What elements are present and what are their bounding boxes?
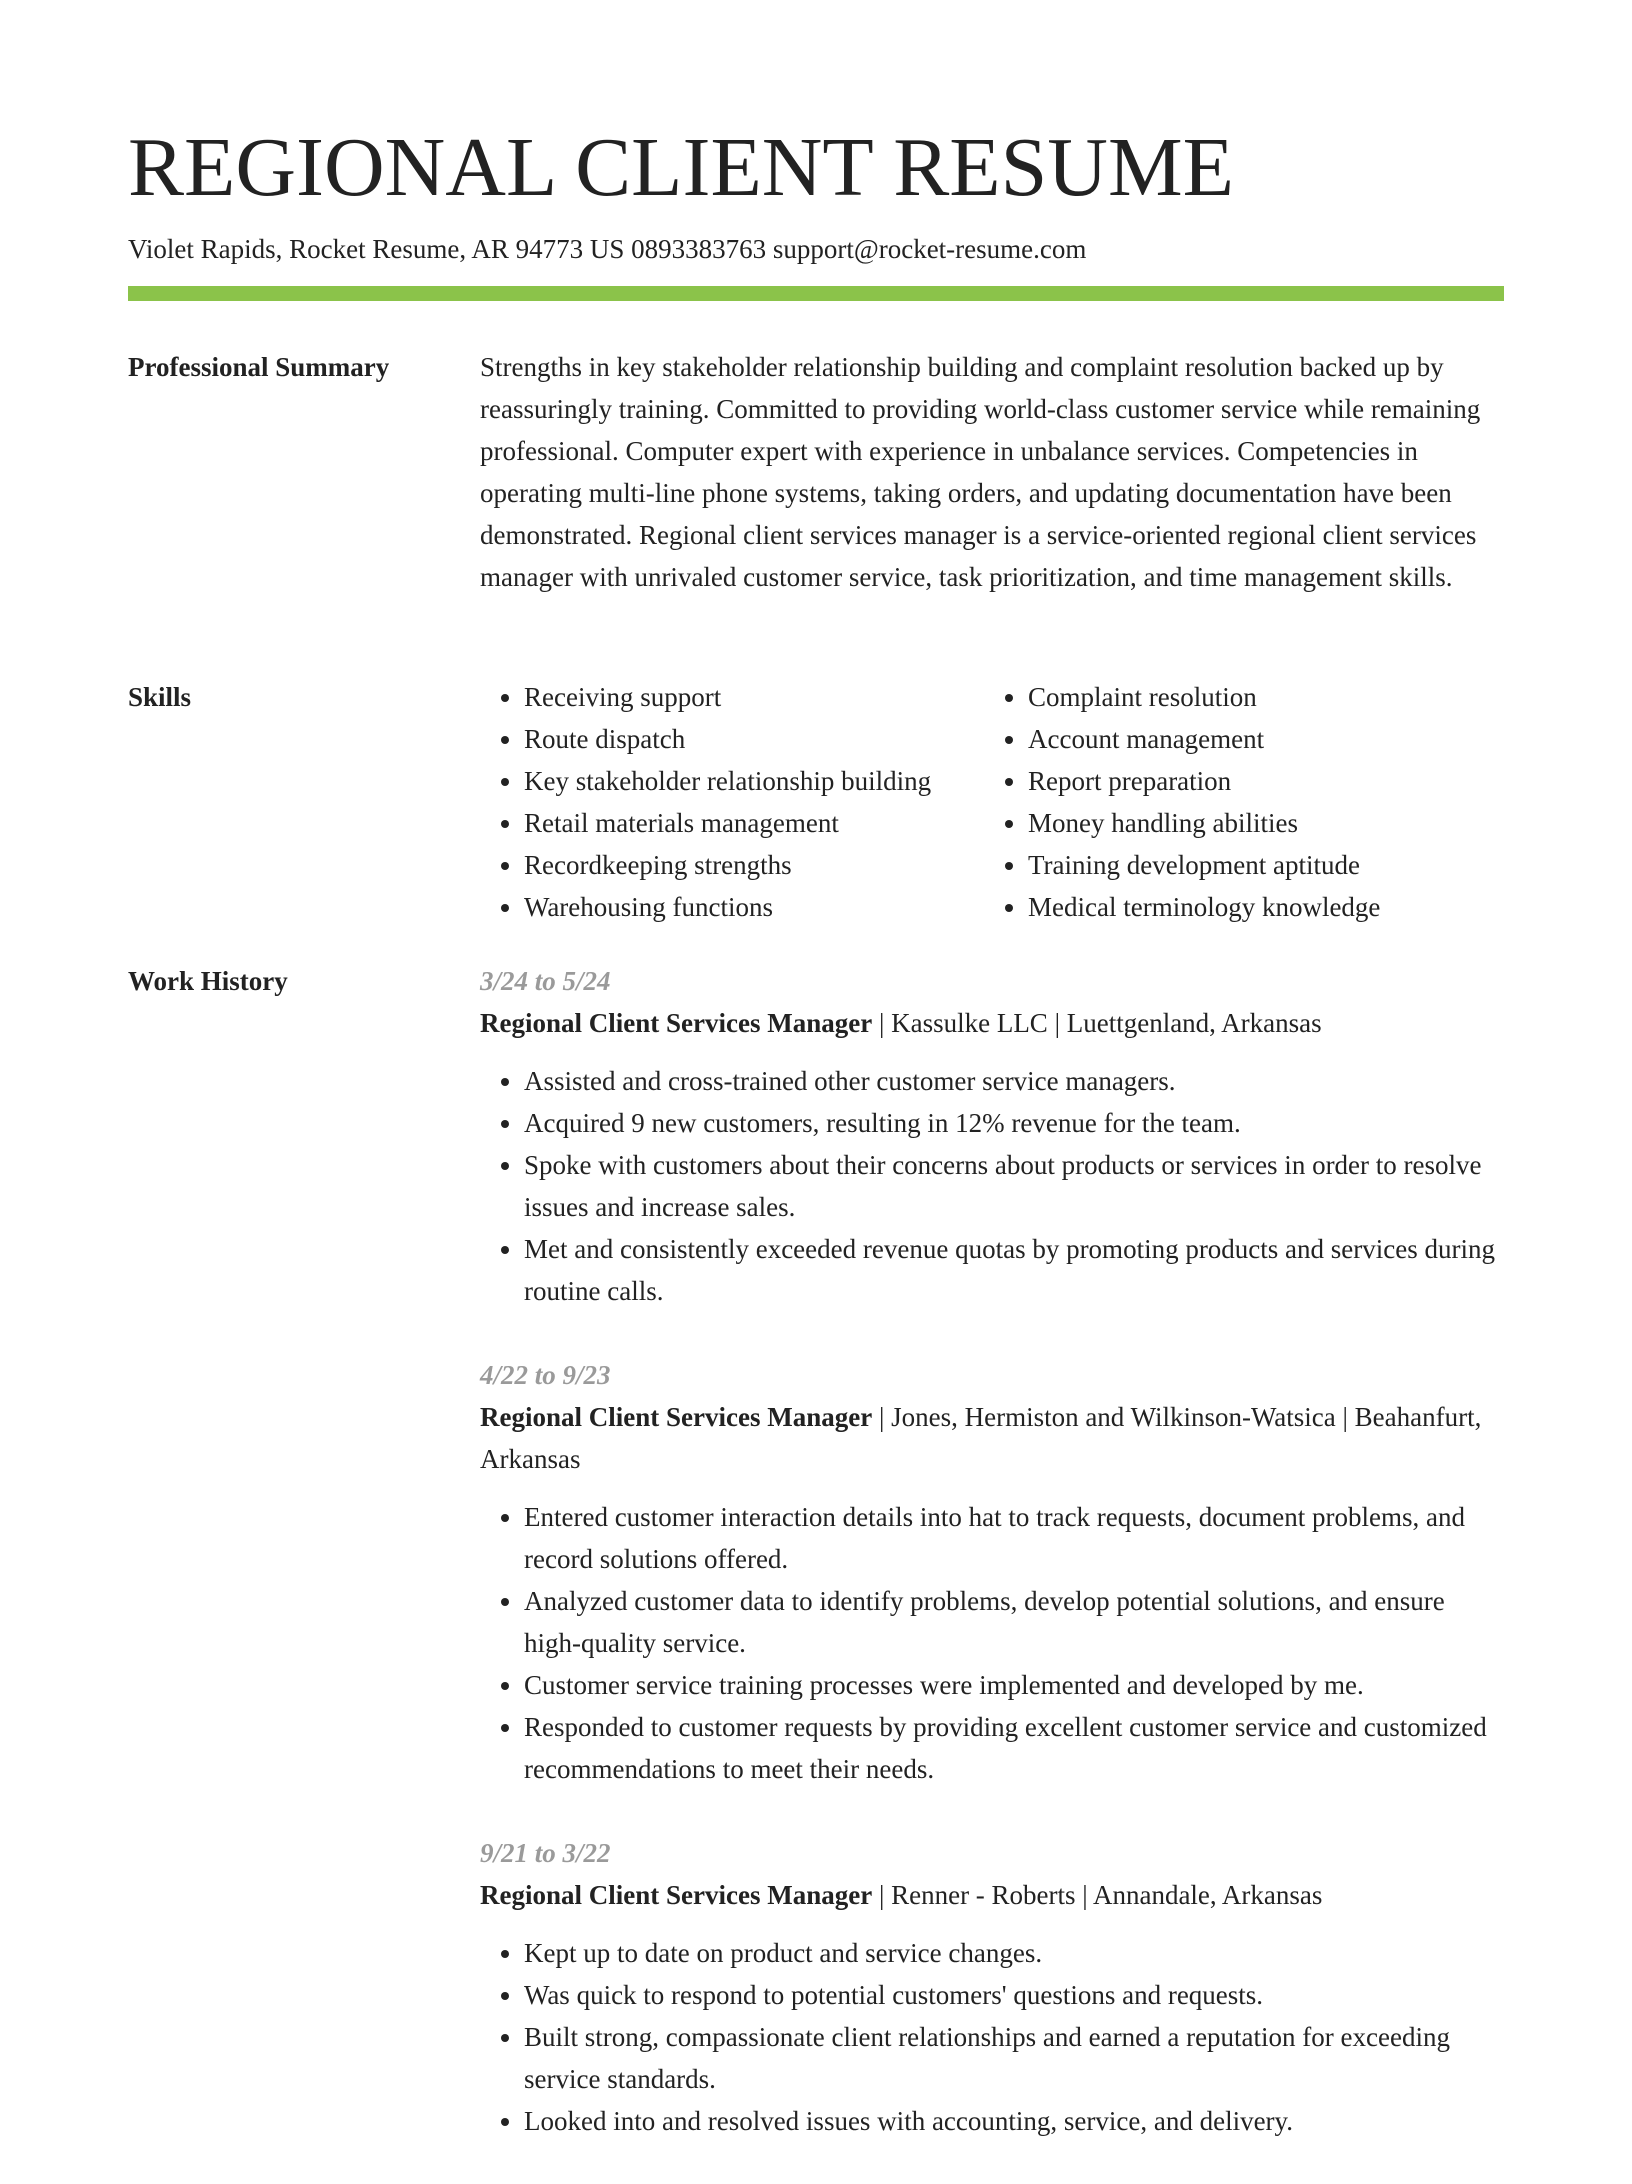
job-bullets [480,1060,1504,1312]
job-dates: 4/22 to 9/23 [480,1360,611,1390]
job-dates: 9/21 to 3/22 [480,1838,611,1868]
job-bullet: • Assisted and cross-trained other customer service managers. [524,1060,1504,1102]
job-entry [480,1832,1504,2142]
skills-columns [480,676,1504,928]
job-details: | Renner - Roberts | Annandale, Arkansas [872,1880,1323,1910]
header-divider [128,286,1504,301]
skills-list-right [984,676,1498,928]
skill-item: • Report preparation [1028,760,1498,802]
resume-title: REGIONAL CLIENT RESUME [128,121,1234,214]
job-bullet: • Acquired 9 new customers, resulting in 12% revenue for the team. [524,1102,1504,1144]
skill-item: • Warehousing functions [524,886,984,928]
job-bullet: • Entered customer interaction details into hat to track requests, document problems, and record solutions offered. [524,1496,1504,1580]
skill-item: • Money handling abilities [1028,802,1498,844]
skill-item: • Route dispatch [524,718,984,760]
job-bullets [480,1496,1504,1790]
skill-item: • Complaint resolution [1028,676,1498,718]
job-title-line [480,1874,1504,1916]
skill-item: • Training development aptitude [1028,844,1498,886]
job-bullet: • Kept up to date on product and service changes. [524,1932,1504,1974]
skill-item: • Recordkeeping strengths [524,844,984,886]
skills-heading: Skills [128,682,192,712]
skill-item: • Medical terminology knowledge [1028,886,1498,928]
skill-item: • Retail materials management [524,802,984,844]
skill-item: • Receiving support [524,676,984,718]
job-bullet: • Analyzed customer data to identify problems, develop potential solutions, and ensure high-quality service. [524,1580,1504,1664]
summary-heading: Professional Summary [128,352,390,382]
job-dates: 3/24 to 5/24 [480,966,611,996]
skill-item: • Key stakeholder relationship building [524,760,984,802]
job-title: Regional Client Services Manager [480,1402,873,1432]
job-bullet: • Was quick to respond to potential customers' questions and requests. [524,1974,1504,2016]
skills-list-left [480,676,984,928]
job-bullets [480,1932,1504,2142]
skill-item: • Account management [1028,718,1498,760]
job-title: Regional Client Services Manager [480,1008,873,1038]
job-bullet: • Spoke with customers about their concerns about products or services in order to resolve issues and increase sales. [524,1144,1504,1228]
contact-line: Violet Rapids, Rocket Resume, AR 94773 US 0893383763 support@rocket-resume.com [128,234,1087,264]
work-history-heading: Work History [128,966,288,996]
job-title-line [480,1002,1504,1044]
summary-body [480,346,1504,598]
summary-text: Strengths in key stakeholder relationship building and complaint resolution backed up by reassuringly training. Committed to providing world-class customer service while remaining professional. Computer expert with experience in unbalance services. Competencies in operating multi-line phone systems, taking orders, and updating documentation have been demonstrated. Regional client services manager is a service-oriented regional client services manager with unrivaled customer service, task prioritization, and time management skills. [480,352,1481,592]
job-details: | Kassulke LLC | Luettgenland, Arkansas [872,1008,1322,1038]
skills-body [480,676,1504,928]
job-entry [480,960,1504,1312]
job-bullet: • Met and consistently exceeded revenue quotas by promoting products and services during routine calls. [524,1228,1504,1312]
job-entry [480,1354,1504,1790]
job-details: | Jones, Hermiston and Wilkinson-Watsica | Beahanfurt, Arkansas [480,1402,1482,1474]
job-bullet: • Built strong, compassionate client relationships and earned a reputation for exceeding service standards. [524,2016,1504,2100]
work-history-body [480,960,1504,2184]
job-bullet: • Responded to customer requests by providing excellent customer service and customized recommendations to meet their needs. [524,1706,1504,1790]
job-bullet: • Looked into and resolved issues with accounting, service, and delivery. [524,2100,1504,2142]
job-bullet: • Customer service training processes were implemented and developed by me. [524,1664,1504,1706]
job-title: Regional Client Services Manager [480,1880,873,1910]
job-title-line [480,1396,1504,1480]
